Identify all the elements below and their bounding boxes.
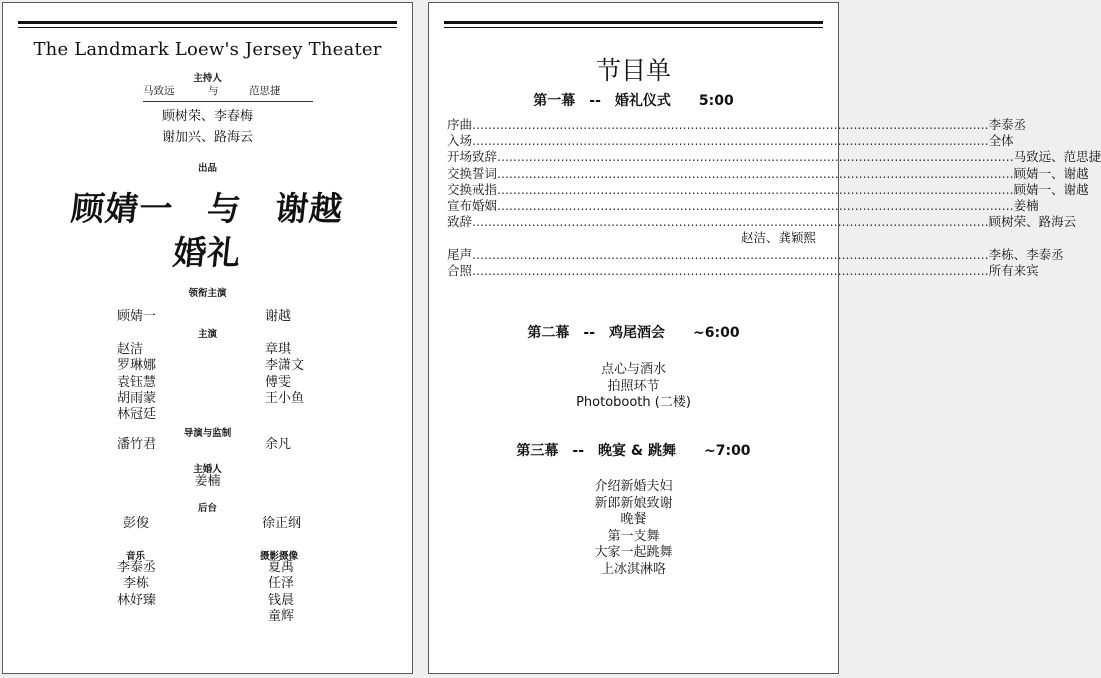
- top-rule-thin: [18, 27, 397, 28]
- program-item: 入场 .................................................................................................................................. 全体: [447, 133, 1014, 149]
- act3-item: 第一支舞: [607, 528, 660, 544]
- cast-member: 罗琳娜: [117, 358, 157, 374]
- host-and: 与: [208, 85, 219, 97]
- officiant-label: 主婚人: [193, 464, 222, 475]
- cast-member: 章琪: [265, 342, 292, 357]
- act3-list: [429, 479, 838, 578]
- act3-item: 大家一起跳舞: [594, 545, 673, 560]
- program-item: 致辞 .................................................................................................................................. 顾树荣、路海云: [447, 214, 1077, 230]
- lead-right: 谢越: [265, 309, 292, 324]
- parents-line-1: 顾树荣、李春梅: [161, 109, 253, 124]
- parents-line-2: 谢加兴、路海云: [161, 130, 253, 145]
- host-a: 马致远: [143, 85, 175, 97]
- cast-member: 胡雨蒙: [117, 390, 157, 406]
- director-left: 潘竹君: [117, 437, 157, 452]
- music-label: 音乐: [126, 551, 146, 562]
- couple-names: 顾婧一 与 谢越: [69, 189, 346, 228]
- act1-heading: 第一幕 -- 婚礼仪式 5:00: [533, 93, 734, 109]
- cast-member: 李潇文: [265, 358, 305, 374]
- program-item: 合照 .................................................................................................................................. 所有来宾: [447, 262, 1039, 278]
- cast-member: 赵洁: [117, 342, 144, 357]
- cast-member: 袁钰慧: [117, 374, 157, 390]
- photographer: 任泽: [268, 576, 295, 592]
- program-item: 交换誓词 .................................................................................................................................. 顾婧一、谢越: [447, 165, 1089, 181]
- program-item-continuation: 赵洁、龚颖熙: [740, 230, 816, 246]
- act2-heading: 第二幕 -- 鸡尾酒会 ~6:00: [527, 325, 740, 341]
- musician: 李泰丞: [117, 560, 157, 575]
- cast-label: 主演: [197, 329, 217, 340]
- program-title: 节目单: [595, 56, 671, 85]
- wedding-title: 婚礼: [171, 233, 244, 272]
- act3-item: 晚餐: [620, 512, 647, 527]
- theater-title: The Landmark Loew's Jersey Theater: [33, 39, 382, 60]
- act2-list: [429, 362, 838, 412]
- left-page: [2, 2, 413, 674]
- host-underline: [143, 101, 313, 102]
- act2-item: 拍照环节: [607, 378, 660, 394]
- lead-label: 领衔主演: [188, 288, 227, 299]
- cast-left-list: [117, 342, 156, 423]
- top-rule: [18, 21, 397, 24]
- produced-label: 出品: [197, 163, 217, 174]
- cast-right-list: [265, 342, 304, 407]
- officiant-name: 姜楠: [194, 474, 221, 489]
- photographer: 夏禹: [268, 560, 295, 575]
- program-item: 宣布婚姻 .................................................................................................................................. 姜楠: [447, 197, 1039, 213]
- director-right: 余凡: [265, 437, 292, 452]
- act2-item: Photobooth (二楼): [576, 395, 691, 410]
- backstage-left: 彭俊: [123, 516, 150, 531]
- cast-member: 林冠廷: [117, 407, 157, 423]
- act3-heading: 第三幕 -- 晚宴 & 跳舞 ~7:00: [516, 443, 751, 459]
- photo-label: 摄影摄像: [260, 551, 299, 562]
- director-label: 导演与监制: [183, 428, 232, 439]
- act2-item: 点心与酒水: [600, 362, 666, 377]
- act3-item: 介绍新婚夫妇: [594, 479, 673, 494]
- music-list: [117, 560, 156, 609]
- act1-program-list: [447, 117, 1101, 279]
- program-item: 序曲 .................................................................................................................................. 李泰丞: [447, 117, 1027, 132]
- top-rule-thin: [444, 27, 823, 28]
- backstage-right: 徐正纲: [262, 516, 302, 531]
- photographer: 童辉: [268, 608, 295, 624]
- program-item: 尾声 .................................................................................................................................. 李栋、李泰丞: [447, 246, 1064, 262]
- top-rule: [444, 21, 823, 24]
- act3-item: 新郎新娘致谢: [594, 495, 673, 511]
- right-page: [428, 2, 1101, 674]
- act3-item: 上冰淇淋咯: [600, 561, 666, 577]
- musician: 林妤臻: [117, 592, 157, 608]
- host-b: 范思捷: [249, 85, 281, 97]
- lead-left: 顾婧一: [117, 309, 157, 324]
- backstage-label: 后台: [197, 503, 217, 514]
- musician: 李栋: [123, 576, 150, 592]
- hosts-label: 主持人: [193, 73, 222, 84]
- photographer: 钱晨: [268, 592, 295, 608]
- photo-list: [268, 560, 294, 625]
- cast-member: 傅雯: [265, 374, 292, 390]
- program-item: 开场致辞 .................................................................................................................................. 马致远、范思捷: [447, 149, 1101, 165]
- program-item: 交换戒指 .................................................................................................................................. 顾婧一、谢越: [447, 181, 1089, 197]
- cast-member: 王小鱼: [265, 390, 305, 406]
